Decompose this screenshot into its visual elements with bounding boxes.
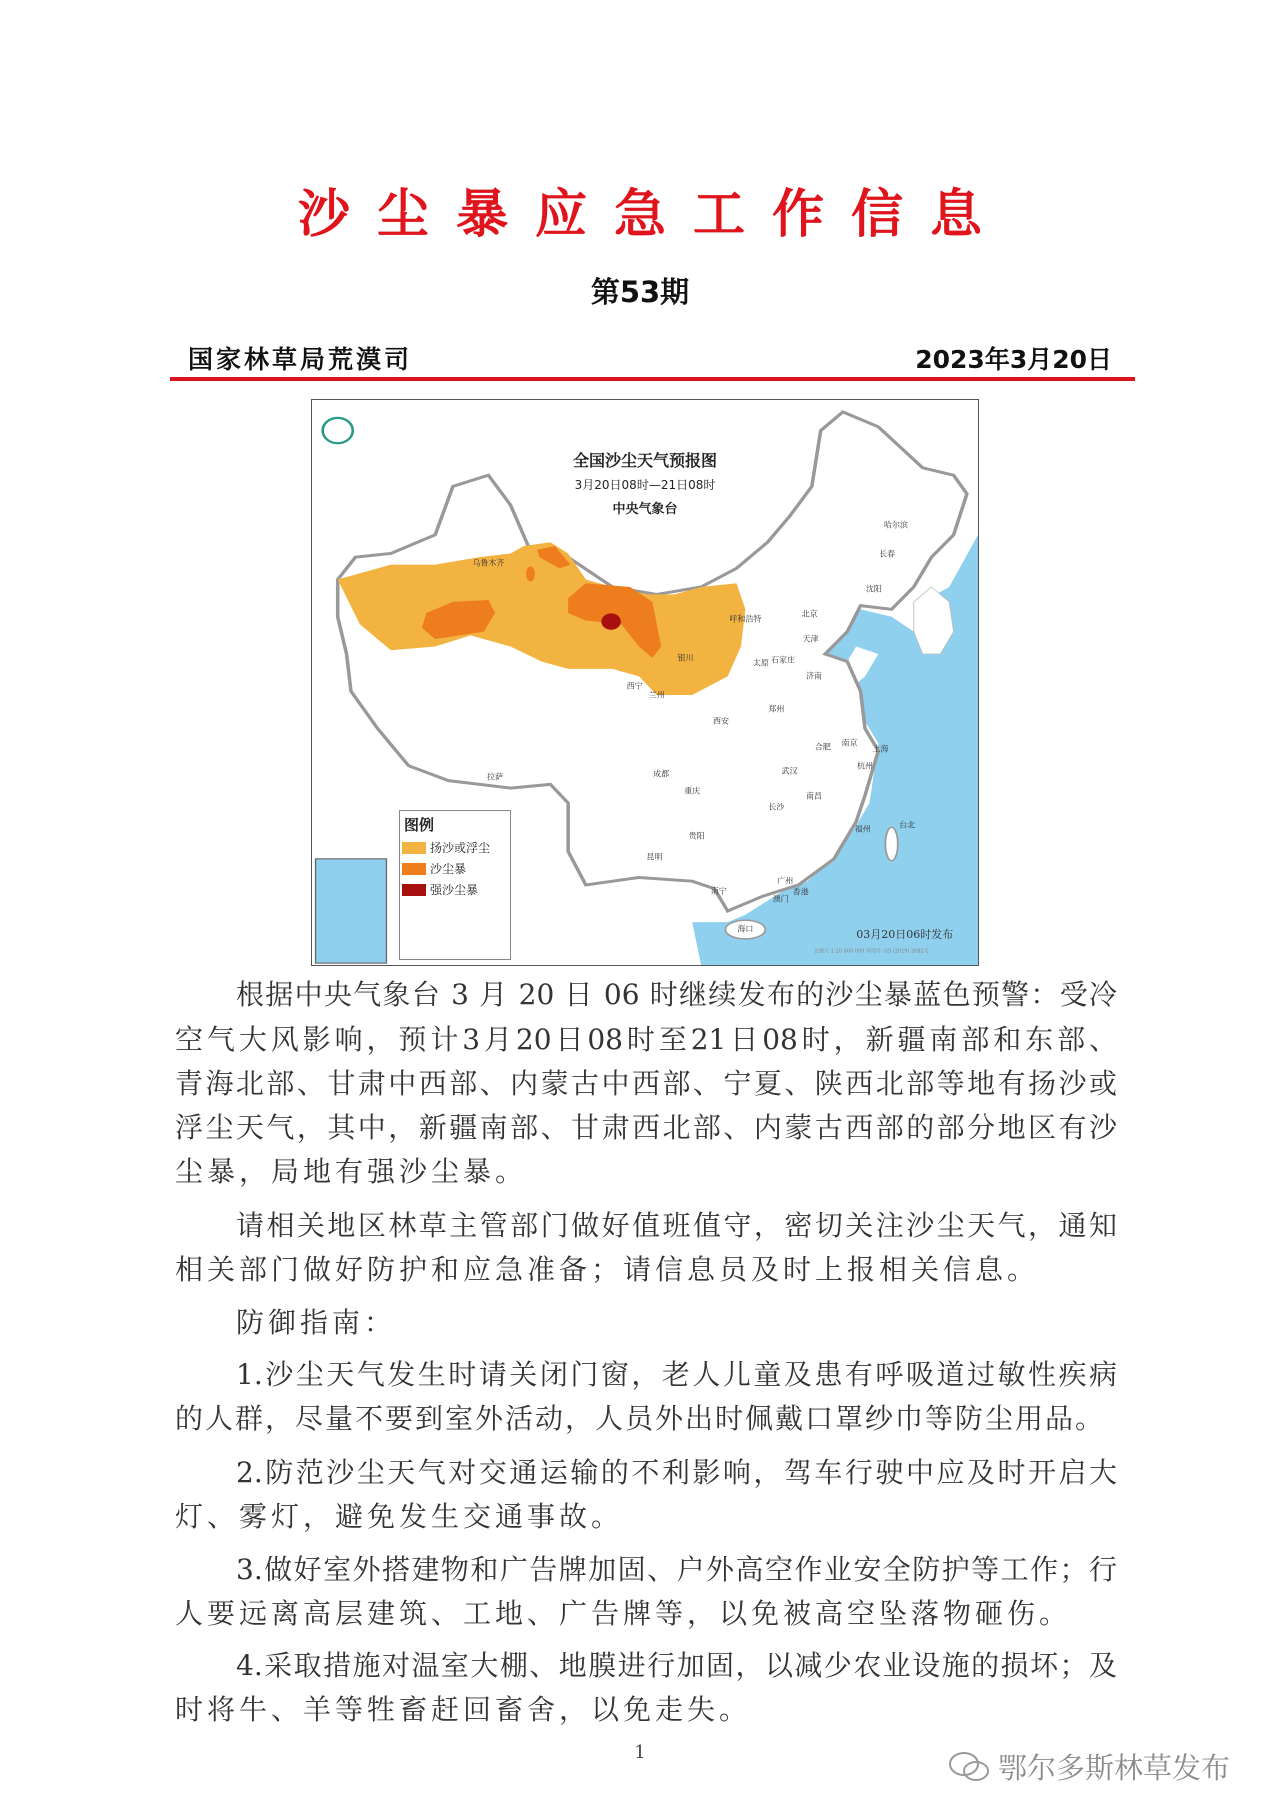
city-label: 杭州 (857, 761, 873, 771)
header-divider (170, 377, 1135, 381)
city-label: 贵阳 (688, 831, 705, 841)
area-sandstorm (526, 566, 535, 581)
city-label: 济南 (806, 671, 823, 681)
page-number: 1 (634, 1742, 646, 1763)
city-label: 成都 (653, 769, 670, 779)
issue-date: 2023年3月20日 (915, 345, 1112, 374)
watermark-text: 鄂尔多斯林草发布 (998, 1751, 1231, 1785)
city-label: 广州 (777, 876, 794, 886)
body-line: 时将牛、羊等牲畜赶回畜舍，以免走失。 (175, 1693, 752, 1726)
legend-swatch (402, 863, 426, 875)
city-label: 海口 (737, 924, 754, 933)
area-severe-sandstorm (601, 613, 620, 629)
city-label: 北京 (801, 609, 818, 619)
city-label: 重庆 (684, 786, 701, 796)
body-line: 根据中央气象台 3 月 20 日 06 时继续发布的沙尘暴蓝色预警：受冷 (236, 978, 1117, 1011)
legend-item (402, 881, 510, 898)
watermark (948, 1746, 1230, 1787)
city-label: 南京 (841, 738, 858, 748)
body-line: 灯、雾灯，避免发生交通事故。 (175, 1500, 624, 1533)
map-release-time: 03月20日06时发布 (856, 927, 954, 941)
body-line: 2.防范沙尘天气对交通运输的不利影响，驾车行驶中应及时开启大 (236, 1456, 1117, 1489)
city-label: 呼和浩特 (729, 614, 762, 624)
issue-number: 第53期 (590, 275, 690, 309)
city-label: 拉萨 (487, 772, 503, 782)
map-issuer: 中央气象台 (612, 502, 678, 517)
city-label: 银川 (677, 653, 694, 663)
body-line: 的人群，尽量不要到室外活动，人员外出时佩戴口罩纱巾等防尘用品。 (175, 1402, 1106, 1435)
legend-swatch (402, 884, 426, 896)
city-label: 兰州 (648, 690, 665, 700)
city-label: 天津 (802, 634, 819, 644)
dust-forecast-map (311, 399, 979, 966)
city-label: 乌鲁木齐 (472, 558, 505, 568)
city-label: 上海 (872, 744, 889, 754)
city-label: 长沙 (768, 802, 785, 812)
body-line: 尘暴，局地有强沙尘暴。 (175, 1155, 528, 1188)
city-label: 福州 (854, 824, 871, 834)
city-label: 合肥 (814, 742, 831, 752)
city-label: 西安 (712, 716, 729, 726)
body-line: 空气大风影响，预计3月20日08时至21日08时，新疆南部和东部、 (175, 1023, 1117, 1056)
city-label: 南昌 (806, 791, 823, 801)
city-label: 昆明 (646, 852, 663, 862)
body-line: 4.采取措施对温室大棚、地膜进行加固，以减少农业设施的损坏；及 (236, 1649, 1117, 1682)
city-label: 南宁 (710, 886, 727, 895)
body-line: 3.做好室外搭建物和广告牌加固、户外高空作业安全防护等工作；行 (236, 1553, 1117, 1586)
body-line: 请相关地区林草主管部门做好值班值守，密切关注沙尘天气，通知 (236, 1209, 1117, 1242)
cma-logo-icon (323, 418, 353, 443)
legend-label: 强沙尘暴 (430, 883, 479, 897)
city-label: 台北 (899, 820, 916, 830)
legend-title: 图例 (404, 816, 435, 834)
map-title: 全国沙尘天气预报图 (572, 451, 717, 470)
department: 国家林草局荒漠司 (188, 345, 413, 374)
taiwan (885, 827, 897, 861)
city-label: 香港 (792, 887, 809, 897)
body-line: 相关部门做好防护和应急准备；请信息员及时上报相关信息。 (175, 1253, 1040, 1286)
map-period: 3月20日08时—21日08时 (574, 478, 716, 492)
wechat-icon (948, 1749, 992, 1785)
south-china-sea-inset (316, 859, 387, 963)
legend-label: 扬沙或浮尘 (430, 841, 491, 855)
document-title: 沙尘暴应急工作信息 (297, 185, 1009, 245)
city-label: 哈尔滨 (884, 520, 909, 530)
city-label: 澳门 (772, 894, 789, 904)
body-line: 人要远离高层建筑、工地、广告牌等，以免被高空坠落物砸伤。 (175, 1597, 1072, 1630)
map-footnote: 比例尺 1:20 000 000 审图号: GS (2019) 3082号 (814, 948, 929, 955)
city-label: 郑州 (768, 704, 785, 714)
city-label: 武汉 (781, 766, 798, 776)
city-label: 太原 (752, 658, 769, 668)
city-label: 石家庄 (771, 655, 796, 665)
body-line: 1.沙尘天气发生时请关闭门窗，老人儿童及患有呼吸道过敏性疾病 (236, 1358, 1117, 1391)
legend-swatch (402, 842, 426, 854)
legend-item (402, 839, 510, 856)
map-legend (399, 810, 511, 960)
legend-label: 沙尘暴 (430, 862, 467, 876)
body-line: 浮尘天气，其中，新疆南部、甘肃西北部、内蒙古西部的部分地区有沙 (175, 1111, 1117, 1144)
legend-item (402, 860, 510, 877)
city-label: 沈阳 (865, 584, 882, 594)
body-line: 青海北部、甘肃中西部、内蒙古中西部、宁夏、陕西北部等地有扬沙或 (175, 1067, 1117, 1100)
guide-heading: 防御指南： (236, 1306, 397, 1339)
city-label: 西宁 (626, 681, 643, 691)
city-label: 长春 (879, 549, 896, 559)
